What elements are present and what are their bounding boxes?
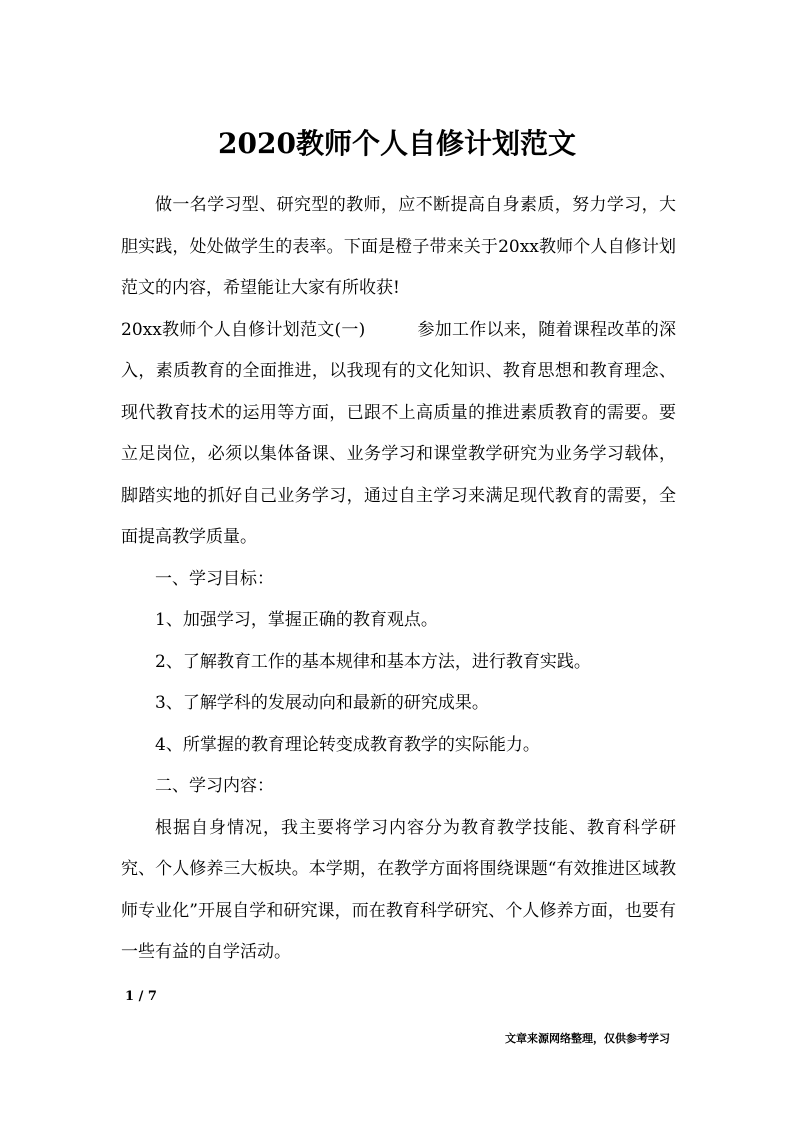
document-body <box>121 185 676 974</box>
content-paragraph: 根据自身情况，我主要将学习内容分为教育教学技能、教育科学研究、个人修养三大板块。本学期，在教学方面将围绕课题“有效推进区域教师专业化”开展自学和研究课，而在教育科学研究、个人修养方面，也要有一些有益的自学活动。 <box>121 817 676 962</box>
goal-item-1: 1、加强学习，掌握正确的教育观点。 <box>155 610 438 630</box>
content-heading: 二、学习内容： <box>155 776 274 796</box>
document-title: 2020教师个人自修计划范文 <box>218 127 576 160</box>
page-number: 1 / 7 <box>125 989 157 1004</box>
source-note: 文章来源网络整理，仅供参考学习 <box>505 1032 670 1045</box>
intro-paragraph: 做一名学习型、研究型的教师，应不断提高自身素质，努力学习，大胆实践，处处做学生的表率。下面是橙子带来关于20xx教师个人自修计划范文的内容，希望能让大家有所收获! <box>121 195 676 298</box>
section1-heading: 20xx教师个人自修计划范文(一) <box>121 319 366 340</box>
goal-item-3: 3、了解学科的发展动向和最新的研究成果。 <box>155 693 489 713</box>
section1-body: 参加工作以来，随着课程改革的深入，素质教育的全面推进，以我现有的文化知识、教育思想和教育理念、现代教育技术的运用等方面，已跟不上高质量的推进素质教育的需要。要立足岗位，必须以集体备课、业务学习和课堂教学研究为业务学习载体，脚踏实地的抓好自己业务学习，通过自主学习来满足现代教育的需要，全面提高教学质量。 <box>121 319 677 547</box>
goal-item-4: 4、所掌握的教育理论转变成教育教学的实际能力。 <box>155 734 540 755</box>
goal-item-2: 2、了解教育工作的基本规律和基本方法，进行教育实践。 <box>155 651 591 672</box>
goals-heading: 一、学习目标： <box>155 568 274 589</box>
section1-paragraph <box>121 310 676 559</box>
